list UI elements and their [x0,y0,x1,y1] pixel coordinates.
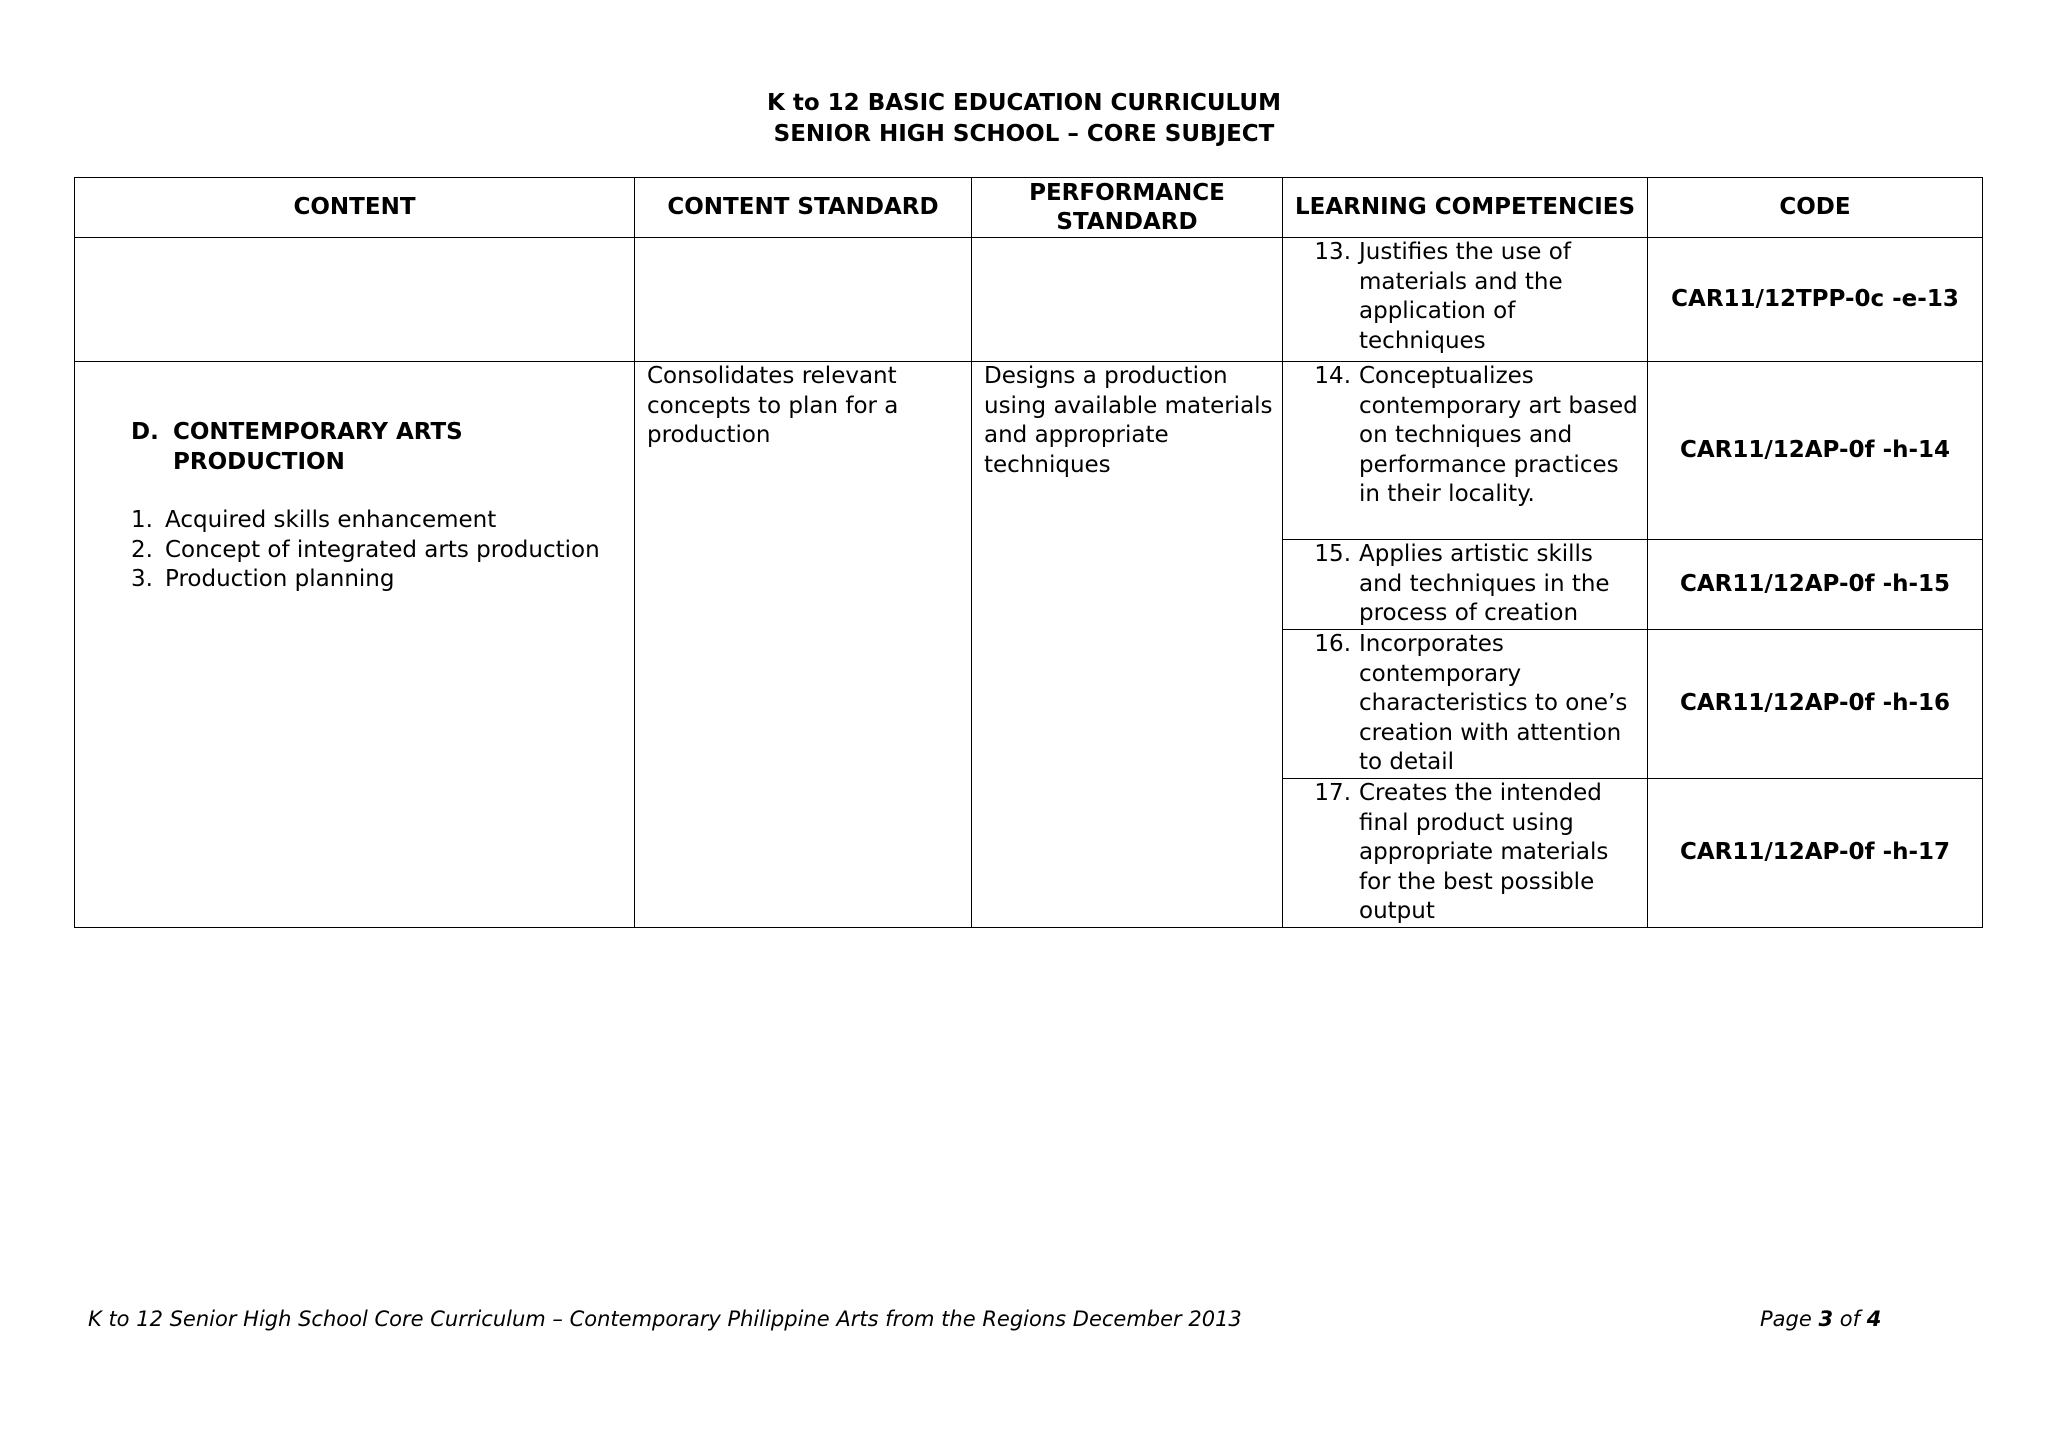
table-header-row [75,178,1983,238]
empty-content-cell [75,238,635,362]
competency-code: CAR11/12AP-0f -h-16 [1648,630,1983,779]
topic-text: Concept of integrated arts production [165,536,600,563]
competency-number: 16. [1314,631,1351,657]
table-row [75,238,1983,362]
content-standard-cell [635,362,972,928]
section-letter: D. [131,419,159,445]
page-total: 4 [1866,1307,1882,1331]
topic-text: Production planning [165,566,395,592]
list-item [131,565,634,595]
empty-performance-standard-cell [972,238,1283,362]
footer-document-title: K to 12 Senior High School Core Curriculum – Contemporary Philippine Arts from the Regions December 2013 [88,1307,1242,1331]
topic-list [131,506,634,595]
header-title: K to 12 BASIC EDUCATION CURRICULUM [767,90,1281,116]
competency-text: Justifies the use of materials and the application of techniques [1359,239,1571,354]
page-of: of [1833,1307,1867,1331]
performance-standard-header-text: PERFORMANCE STANDARD [1029,179,1225,235]
page-prefix: Page [1760,1307,1819,1331]
section-heading [131,418,634,477]
content-standard-text: Consolidates relevant concepts to plan for a production [647,363,899,448]
performance-standard-text: Designs a production using available materials and appropriate techniques [984,363,1273,478]
topic-number: 2. [131,536,153,563]
list-item [131,506,634,536]
competency-cell [1283,630,1648,779]
column-header-code: CODE [1648,178,1983,238]
content-cell [75,362,635,928]
competency-cell [1283,362,1648,540]
column-header-performance-standard [972,178,1283,238]
section-title: CONTEMPORARY ARTS PRODUCTION [173,419,463,475]
empty-content-standard-cell [635,238,972,362]
competency-text: Incorporates contemporary characteristics to one’s creation with attention to detail [1359,631,1628,775]
competency-text: Conceptualizes contemporary art based on techniques and performance practices in their locality. [1359,363,1638,507]
column-header-content: CONTENT [75,178,635,238]
competency-number: 14. [1314,363,1351,389]
column-header-learning-competencies: LEARNING COMPETENCIES [1283,178,1648,238]
topic-number: 3. [131,566,153,592]
competency-text: Creates the intended final product using appropriate materials for the best possible output [1359,780,1609,924]
curriculum-table [74,177,1983,928]
document-header [0,88,2048,150]
footer-page-number [1760,1307,1881,1331]
table-row [75,362,1983,540]
header-subtitle: SENIOR HIGH SCHOOL – CORE SUBJECT [773,121,1275,147]
competency-text: Applies artistic skills and techniques in the process of creation [1359,541,1610,626]
topic-text: Acquired skills enhancement [165,507,497,533]
competency-code: CAR11/12AP-0f -h-14 [1648,362,1983,540]
competency-number: 15. [1314,541,1351,567]
competency-number: 13. [1314,239,1351,265]
competency-number: 17. [1314,780,1351,806]
topic-number: 1. [131,507,153,533]
competency-code: CAR11/12AP-0f -h-17 [1648,779,1983,928]
competency-cell [1283,238,1648,362]
competency-cell [1283,779,1648,928]
page-current: 3 [1818,1307,1834,1331]
competency-cell [1283,540,1648,630]
competency-code: CAR11/12AP-0f -h-15 [1648,540,1983,630]
column-header-content-standard: CONTENT STANDARD [635,178,972,238]
performance-standard-cell [972,362,1283,928]
competency-code: CAR11/12TPP-0c -e-13 [1648,238,1983,362]
list-item [131,536,634,566]
